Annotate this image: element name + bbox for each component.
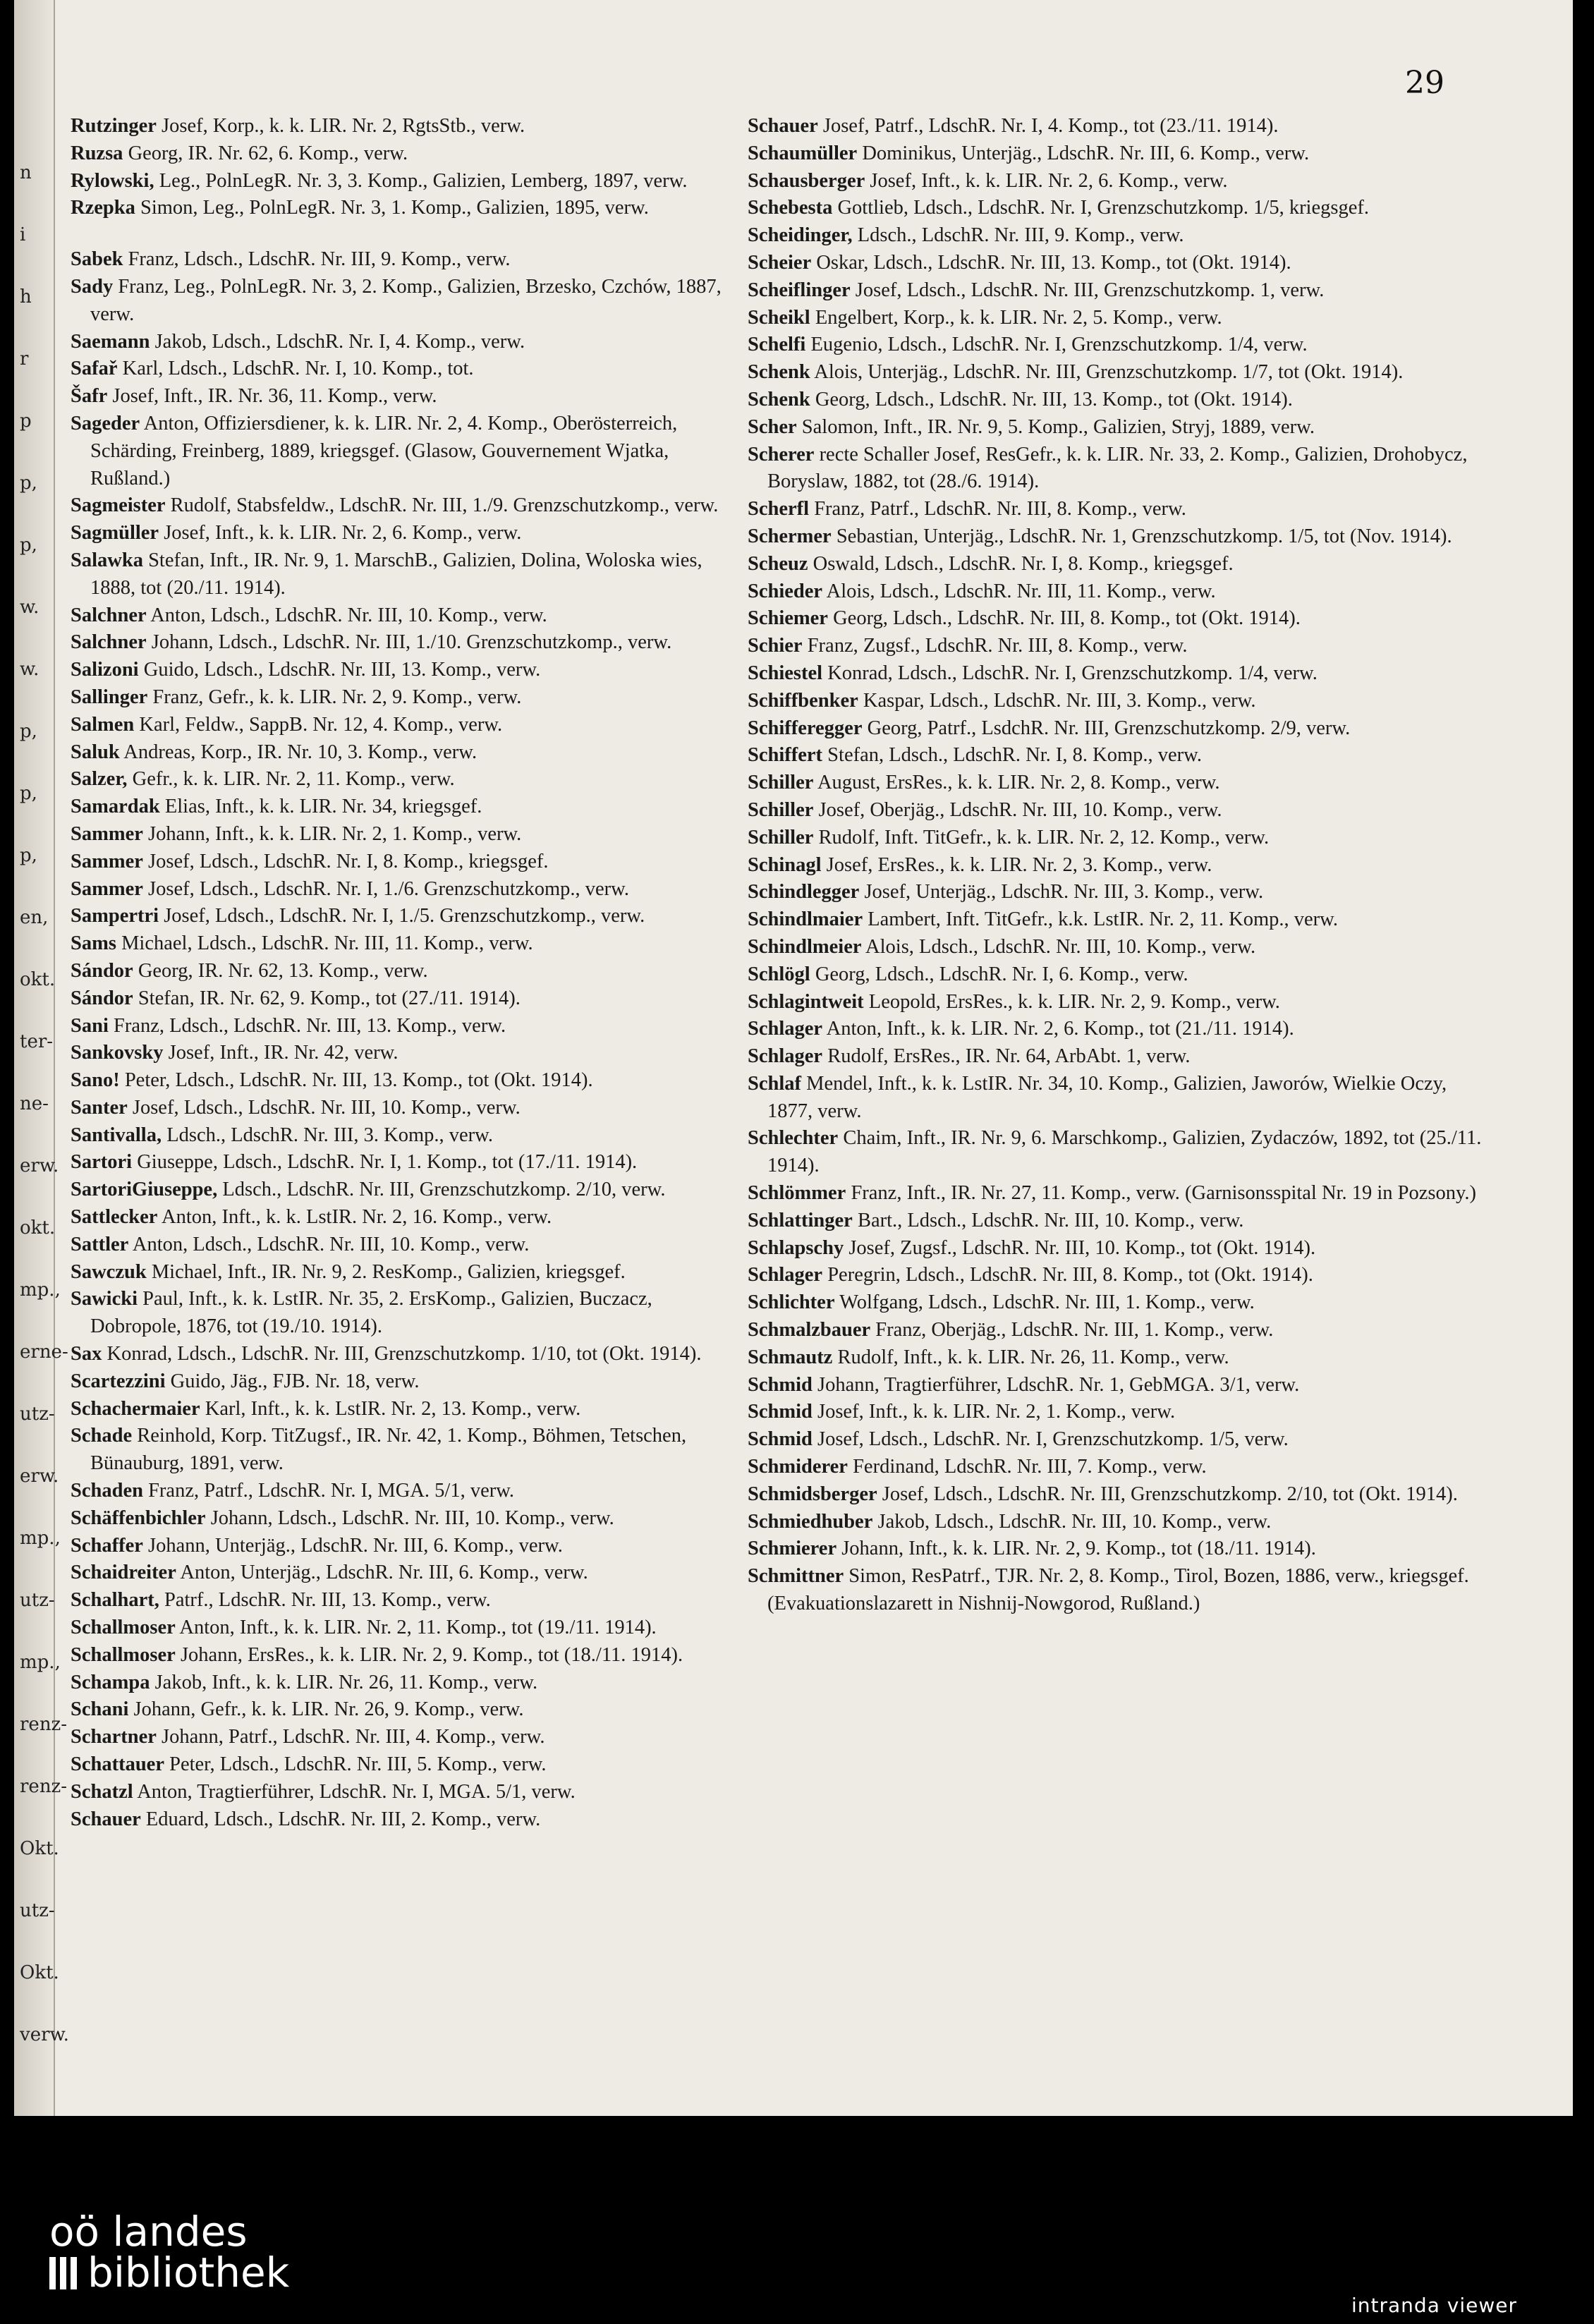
register-entry: Schlager Anton, Inft., k. k. LIR. Nr. 2, 6. Komp., tot (21./11. 1914).: [748, 1018, 1294, 1040]
register-entry: Scher Salomon, Inft., IR. Nr. 9, 5. Komp., Galizien, Stryj, 1889, verw.: [748, 415, 1315, 438]
register-entry: Schiemer Georg, Ldsch., LdschR. Nr. III, 8. Komp., tot (Okt. 1914).: [748, 607, 1301, 630]
register-entry: Schiller Rudolf, Inft. TitGefr., k. k. LIR. Nr. 2, 12. Komp., verw.: [748, 826, 1270, 848]
logo-bars-icon: [49, 2257, 78, 2289]
register-entry: Samardak Elias, Inft., k. k. LIR. Nr. 34, kriegsgef.: [71, 796, 482, 818]
edge-letter: ne-: [20, 1093, 49, 1114]
register-entry: Schier Franz, Zugsf., LdschR. Nr. III, 8. Komp., verw.: [748, 635, 1188, 657]
register-entry: Scheidinger, Ldsch., LdschR. Nr. III, 9. Komp., verw.: [748, 224, 1184, 247]
register-entry: Schaden Franz, Patrf., LdschR. Nr. I, MGA. 5/1, verw.: [71, 1480, 515, 1502]
register-entry: Schausberger Josef, Inft., k. k. LIR. Nr. 2, 6. Komp., verw.: [748, 169, 1228, 192]
edge-letter: erw.: [20, 1155, 59, 1176]
register-entry: Schmierer Johann, Inft., k. k. LIR. Nr. 2, 9. Komp., tot (18./11. 1914).: [748, 1538, 1316, 1560]
register-entry: Sams Michael, Ldsch., LdschR. Nr. III, 11. Komp., verw.: [71, 932, 533, 955]
edge-letter: renz-: [20, 1714, 68, 1735]
register-entry: Schiffert Stefan, Ldsch., LdschR. Nr. I, 8. Komp., verw.: [748, 744, 1203, 767]
register-entry: Sammer Josef, Ldsch., LdschR. Nr. I, 8. Komp., kriegsgef.: [71, 850, 549, 872]
register-entry: Saluk Andreas, Korp., IR. Nr. 10, 3. Komp., verw.: [71, 741, 477, 763]
register-entry: Schlager Rudolf, ErsRes., IR. Nr. 64, ArbAbt. 1, verw.: [748, 1045, 1191, 1068]
register-entry: Sattler Anton, Ldsch., LdschR. Nr. III, 10. Komp., verw.: [71, 1233, 530, 1255]
register-entry: Schermer Sebastian, Unterjäg., LdschR. Nr. 1, Grenzschutzkomp. 1/5, tot (Nov. 1914).: [748, 525, 1452, 547]
register-entry: Schäffenbichler Johann, Ldsch., LdschR. Nr. III, 10. Komp., verw.: [71, 1507, 614, 1529]
register-entry: Schade Reinhold, Korp. TitZugsf., IR. Nr. 42, 1. Komp., Böhmen, Tetschen, Bünauburg, 1891, verw.: [71, 1425, 687, 1475]
register-entry: Safař Karl, Ldsch., LdschR. Nr. I, 10. Komp., tot.: [71, 358, 474, 380]
register-entry: Rylowski, Leg., PolnLegR. Nr. 3, 3. Komp., Galizien, Lemberg, 1897, verw.: [71, 169, 688, 192]
left-column: [71, 113, 734, 1833]
register-entry: Salchner Johann, Ldsch., LdschR. Nr. III, 1./10. Grenzschutzkomp., verw.: [71, 631, 672, 654]
edge-letter: p,: [20, 721, 37, 742]
register-entry: Schmiedhuber Jakob, Ldsch., LdschR. Nr. III, 10. Komp., verw.: [748, 1510, 1272, 1533]
register-entry: Schmid Josef, Ldsch., LdschR. Nr. I, Grenzschutzkomp. 1/5, verw.: [748, 1428, 1289, 1451]
register-entry: Schlaf Mendel, Inft., k. k. LstIR. Nr. 34, 10. Komp., Galizien, Jaworów, Wielkie Oczy, 1877, verw.: [748, 1072, 1447, 1122]
register-entry: Schebesta Gottlieb, Ldsch., LdschR. Nr. I, Grenzschutzkomp. 1/5, kriegsgef.: [748, 197, 1369, 219]
register-entry: Sammer Josef, Ldsch., LdschR. Nr. I, 1./6. Grenzschutzkomp., verw.: [71, 877, 630, 900]
register-entry: Schindlmeier Alois, Ldsch., LdschR. Nr. III, 10. Komp., verw.: [748, 935, 1256, 958]
register-entry: Santivalla, Ldsch., LdschR. Nr. III, 3. Komp., verw.: [71, 1124, 493, 1146]
register-entry: Ruzsa Georg, IR. Nr. 62, 6. Komp., verw.: [71, 142, 408, 164]
logo-line-1: oö landes: [49, 2208, 248, 2256]
register-entry: Schaumüller Dominikus, Unterjäg., LdschR. Nr. III, 6. Komp., verw.: [748, 142, 1310, 164]
register-entry: Schallmoser Johann, ErsRes., k. k. LIR. Nr. 2, 9. Komp., tot (18./11. 1914).: [71, 1643, 683, 1666]
edge-letter: w.: [20, 597, 39, 618]
edge-letter: verw.: [20, 2024, 69, 2045]
register-entry: Sady Franz, Leg., PolnLegR. Nr. 3, 2. Komp., Galizien, Brzesko, Czchów, 1887, verw.: [71, 275, 722, 325]
register-entry: Salizoni Guido, Ldsch., LdschR. Nr. III, 13. Komp., verw.: [71, 659, 541, 681]
register-entry: Scheier Oskar, Ldsch., LdschR. Nr. III, 13. Komp., tot (Okt. 1914).: [748, 251, 1291, 274]
register-entry: Schiffbenker Kaspar, Ldsch., LdschR. Nr. III, 3. Komp., verw.: [748, 689, 1256, 712]
edge-letter: Okt.: [20, 1838, 59, 1859]
edge-letter: p,: [20, 535, 37, 556]
register-entry: Schlagintweit Leopold, ErsRes., k. k. LIR. Nr. 2, 9. Komp., verw.: [748, 990, 1280, 1013]
register-entry: Schmiderer Ferdinand, LdschR. Nr. III, 7. Komp., verw.: [748, 1456, 1207, 1478]
edge-letter: erw.: [20, 1466, 59, 1487]
edge-letter: i: [20, 224, 26, 245]
previous-page-edge: [14, 0, 69, 2116]
register-entry: Salchner Anton, Ldsch., LdschR. Nr. III, 10. Komp., verw.: [71, 604, 547, 626]
register-entry: Santer Josef, Ldsch., LdschR. Nr. III, 10. Komp., verw.: [71, 1096, 521, 1119]
register-entry: Schalhart, Patrf., LdschR. Nr. III, 13. Komp., verw.: [71, 1589, 491, 1612]
register-entry: Sammer Johann, Inft., k. k. LIR. Nr. 2, 1. Komp., verw.: [71, 822, 522, 845]
register-entry: Schelfi Eugenio, Ldsch., LdschR. Nr. I, Grenzschutzkomp. 1/4, verw.: [748, 334, 1308, 356]
edge-letter: n: [20, 162, 32, 183]
register-entry: Schiestel Konrad, Ldsch., LdschR. Nr. I, Grenzschutzkomp. 1/4, verw.: [748, 662, 1318, 684]
edge-letter: mp.,: [20, 1279, 61, 1301]
register-entry: Schlattinger Bart., Ldsch., LdschR. Nr. III, 10. Komp., verw.: [748, 1209, 1244, 1231]
register-entry: Schenk Georg, Ldsch., LdschR. Nr. III, 13. Komp., tot (Okt. 1914).: [748, 388, 1293, 410]
register-entry: Schmid Josef, Inft., k. k. LIR. Nr. 2, 1. Komp., verw.: [748, 1401, 1176, 1423]
register-entry: Schindlegger Josef, Unterjäg., LdschR. Nr. III, 3. Komp., verw.: [748, 881, 1264, 904]
edge-letter: renz-: [20, 1776, 68, 1797]
edge-letter: p,: [20, 783, 37, 804]
register-entry: Sallinger Franz, Gefr., k. k. LIR. Nr. 2, 9. Komp., verw.: [71, 686, 522, 708]
edge-letter: erne-: [20, 1342, 68, 1363]
register-entry: Scherer recte Schaller Josef, ResGefr., k. k. LIR. Nr. 33, 2. Komp., Galizien, Drohobycz, Boryslaw, 1882, tot (28./6. 1914).: [748, 443, 1468, 493]
register-entry: Schenk Alois, Unterjäg., LdschR. Nr. III, Grenzschutzkomp. 1/7, tot (Okt. 1914).: [748, 361, 1404, 384]
edge-letter: okt.: [20, 969, 56, 990]
register-entry: Salzer, Gefr., k. k. LIR. Nr. 2, 11. Komp., verw.: [71, 768, 455, 791]
register-entry: Rutzinger Josef, Korp., k. k. LIR. Nr. 2, RgtsStb., verw.: [71, 115, 525, 137]
register-entry: Schmalzbauer Franz, Oberjäg., LdschR. Nr. III, 1. Komp., verw.: [748, 1319, 1274, 1342]
register-entry: Schattauer Peter, Ldsch., LdschR. Nr. III, 5. Komp., verw.: [71, 1753, 547, 1776]
register-entry: Schlömmer Franz, Inft., IR. Nr. 27, 11. Komp., verw. (Garnisonsspital Nr. 19 in Pozsony.): [748, 1182, 1476, 1205]
edge-letter: okt.: [20, 1217, 56, 1239]
register-entry: Scheiflinger Josef, Ldsch., LdschR. Nr. III, Grenzschutzkomp. 1, verw.: [748, 279, 1325, 301]
register-entry: Schifferegger Georg, Patrf., LsdchR. Nr. III, Grenzschutzkomp. 2/9, verw.: [748, 717, 1351, 739]
register-entry: Scheikl Engelbert, Korp., k. k. LIR. Nr. 2, 5. Komp., verw.: [748, 306, 1222, 329]
register-entry: Schartner Johann, Patrf., LdschR. Nr. III, 4. Komp., verw.: [71, 1726, 545, 1748]
edge-letter: p,: [20, 473, 37, 494]
edge-letter: utz-: [20, 1900, 55, 1921]
edge-letter: utz-: [20, 1590, 55, 1611]
register-entry: Schauer Eduard, Ldsch., LdschR. Nr. III, 2. Komp., verw.: [71, 1808, 541, 1830]
register-entry: Schaffer Johann, Unterjäg., LdschR. Nr. III, 6. Komp., verw.: [71, 1534, 563, 1557]
register-entry: Schmid Johann, Tragtierführer, LdschR. Nr. 1, GebMGA. 3/1, verw.: [748, 1373, 1300, 1396]
register-entry: Scartezzini Guido, Jäg., FJB. Nr. 18, verw.: [71, 1370, 420, 1392]
register-entry: Schani Johann, Gefr., k. k. LIR. Nr. 26, 9. Komp., verw.: [71, 1698, 524, 1721]
register-entry: Scheuz Oswald, Ldsch., LdschR. Nr. I, 8. Komp., kriegsgef.: [748, 552, 1234, 575]
register-entry: Sani Franz, Ldsch., LdschR. Nr. III, 13. Komp., verw.: [71, 1014, 506, 1037]
register-entry: Schlager Peregrin, Ldsch., LdschR. Nr. III, 8. Komp., tot (Okt. 1914).: [748, 1264, 1313, 1286]
edge-letter: ter-: [20, 1031, 54, 1052]
register-entry: Sampertri Josef, Ldsch., LdschR. Nr. I, 1./5. Grenzschutzkomp., verw.: [71, 905, 645, 927]
register-entry: Schlechter Chaim, Inft., IR. Nr. 9, 6. Marschkomp., Galizien, Zydaczów, 1892, tot (25./11. 1914).: [748, 1127, 1482, 1177]
register-entry: Rzepka Simon, Leg., PolnLegR. Nr. 3, 1. Komp., Galizien, 1895, verw.: [71, 197, 649, 219]
register-entry: Salawka Stefan, Inft., IR. Nr. 9, 1. MarschB., Galizien, Dolina, Woloska wies, 1888, tot (20./11. 1914).: [71, 549, 702, 599]
register-entry: Schachermaier Karl, Inft., k. k. LstIR. Nr. 2, 13. Komp., verw.: [71, 1397, 581, 1420]
register-entry: Schindlmaier Lambert, Inft. TitGefr., k.k. LstIR. Nr. 2, 11. Komp., verw.: [748, 908, 1339, 931]
register-entry: Sándor Stefan, IR. Nr. 62, 9. Komp., tot (27./11. 1914).: [71, 987, 521, 1009]
edge-letter: en,: [20, 907, 49, 928]
register-entry: Sawicki Paul, Inft., k. k. LstIR. Nr. 35, 2. ErsKomp., Galizien, Buczacz, Dobropole, 1876, tot (19./10. 1914).: [71, 1288, 652, 1338]
register-entry: Schlapschy Josef, Zugsf., LdschR. Nr. III, 10. Komp., tot (Okt. 1914).: [748, 1236, 1316, 1259]
register-entry: Schmittner Simon, ResPatrf., TJR. Nr. 2, 8. Komp., Tirol, Bozen, 1886, verw., kriegsgef. (Evakuationslazarett in Nishnij-Nowgorod, Rußland.): [748, 1565, 1469, 1615]
register-entry: Schauer Josef, Patrf., LdschR. Nr. I, 4. Komp., tot (23./11. 1914).: [748, 115, 1279, 137]
document-page: [14, 0, 1573, 2116]
register-entry: Schmautz Rudolf, Inft., k. k. LIR. Nr. 26, 11. Komp., verw.: [748, 1346, 1229, 1368]
register-entry: Šafr Josef, Inft., IR. Nr. 36, 11. Komp., verw.: [71, 385, 437, 408]
edge-letter: w.: [20, 659, 39, 680]
register-entry: Sax Konrad, Ldsch., LdschR. Nr. III, Grenzschutzkomp. 1/10, tot (Okt. 1914).: [71, 1343, 702, 1365]
register-entry: Sano! Peter, Ldsch., LdschR. Nr. III, 13. Komp., tot (Okt. 1914).: [71, 1069, 593, 1092]
register-entry: Salmen Karl, Feldw., SappB. Nr. 12, 4. Komp., verw.: [71, 713, 503, 736]
register-entry: Sattlecker Anton, Inft., k. k. LstIR. Nr. 2, 16. Komp., verw.: [71, 1206, 552, 1229]
register-entry: Saemann Jakob, Ldsch., LdschR. Nr. I, 4. Komp., verw.: [71, 330, 525, 353]
register-entry: Sawczuk Michael, Inft., IR. Nr. 9, 2. ResKomp., Galizien, kriegsgef.: [71, 1260, 626, 1283]
register-entry: Sagmeister Rudolf, Stabsfeldw., LdschR. Nr. III, 1./9. Grenzschutzkomp., verw.: [71, 494, 719, 517]
register-entry: Schlögl Georg, Ldsch., LdschR. Nr. I, 6. Komp., verw.: [748, 963, 1188, 985]
logo-line-2: bibliothek: [87, 2249, 290, 2296]
edge-letter: mp.,: [20, 1528, 61, 1549]
register-entry: Schiller August, ErsRes., k. k. LIR. Nr. 2, 8. Komp., verw.: [748, 772, 1220, 794]
viewer-label[interactable]: intranda viewer: [1351, 2294, 1517, 2317]
register-entry: Sankovsky Josef, Inft., IR. Nr. 42, verw.: [71, 1042, 399, 1064]
register-entry: Schlichter Wolfgang, Ldsch., LdschR. Nr. III, 1. Komp., verw.: [748, 1291, 1255, 1314]
edge-letter: r: [20, 348, 29, 370]
register-entry: Schiller Josef, Oberjäg., LdschR. Nr. III, 10. Komp., verw.: [748, 798, 1222, 821]
register-entry: Schieder Alois, Ldsch., LdschR. Nr. III, 11. Komp., verw.: [748, 580, 1216, 602]
register-entry: Sagmüller Josef, Inft., k. k. LIR. Nr. 2, 6. Komp., verw.: [71, 522, 522, 545]
edge-letter: p: [20, 410, 32, 432]
register-entry: SartoriGiuseppe, Ldsch., LdschR. Nr. III, Grenzschutzkomp. 2/10, verw.: [71, 1179, 666, 1201]
register-entry: Schallmoser Anton, Inft., k. k. LIR. Nr. 2, 11. Komp., tot (19./11. 1914).: [71, 1617, 657, 1639]
right-column: [748, 113, 1495, 1618]
edge-letter: p,: [20, 845, 37, 866]
edge-letter: utz-: [20, 1404, 55, 1425]
register-entry: Scherfl Franz, Patrf., LdschR. Nr. III, 8. Komp., verw.: [748, 498, 1186, 521]
register-entry: Schmidsberger Josef, Ldsch., LdschR. Nr. III, Grenzschutzkomp. 2/10, tot (Okt. 1914).: [748, 1483, 1458, 1505]
register-entry: Schampa Jakob, Inft., k. k. LIR. Nr. 26, 11. Komp., verw.: [71, 1671, 538, 1693]
edge-letter: Okt.: [20, 1962, 59, 1983]
edge-letter: h: [20, 286, 32, 308]
edge-letter: mp.,: [20, 1652, 61, 1673]
register-entry: Schatzl Anton, Tragtierführer, LdschR. Nr. I, MGA. 5/1, verw.: [71, 1780, 576, 1803]
page-number: 29: [1405, 65, 1444, 101]
register-entry: Sándor Georg, IR. Nr. 62, 13. Komp., verw.: [71, 959, 428, 982]
register-entry: Sageder Anton, Offiziersdiener, k. k. LIR. Nr. 2, 4. Komp., Oberösterreich, Schärding, Freinberg, 1889, kriegsgef. (Glasow, Gouvernement Wjatka, Rußland.): [71, 412, 678, 489]
register-entry: Schaidreiter Anton, Unterjäg., LdschR. Nr. III, 6. Komp., verw.: [71, 1562, 588, 1584]
register-entry: Schinagl Josef, ErsRes., k. k. LIR. Nr. 2, 3. Komp., verw.: [748, 853, 1212, 876]
register-entry: Sartori Giuseppe, Ldsch., LdschR. Nr. I, 1. Komp., tot (17./11. 1914).: [71, 1151, 638, 1174]
library-logo[interactable]: [49, 2208, 290, 2296]
register-entry: Sabek Franz, Ldsch., LdschR. Nr. III, 9. Komp., verw.: [71, 248, 511, 271]
